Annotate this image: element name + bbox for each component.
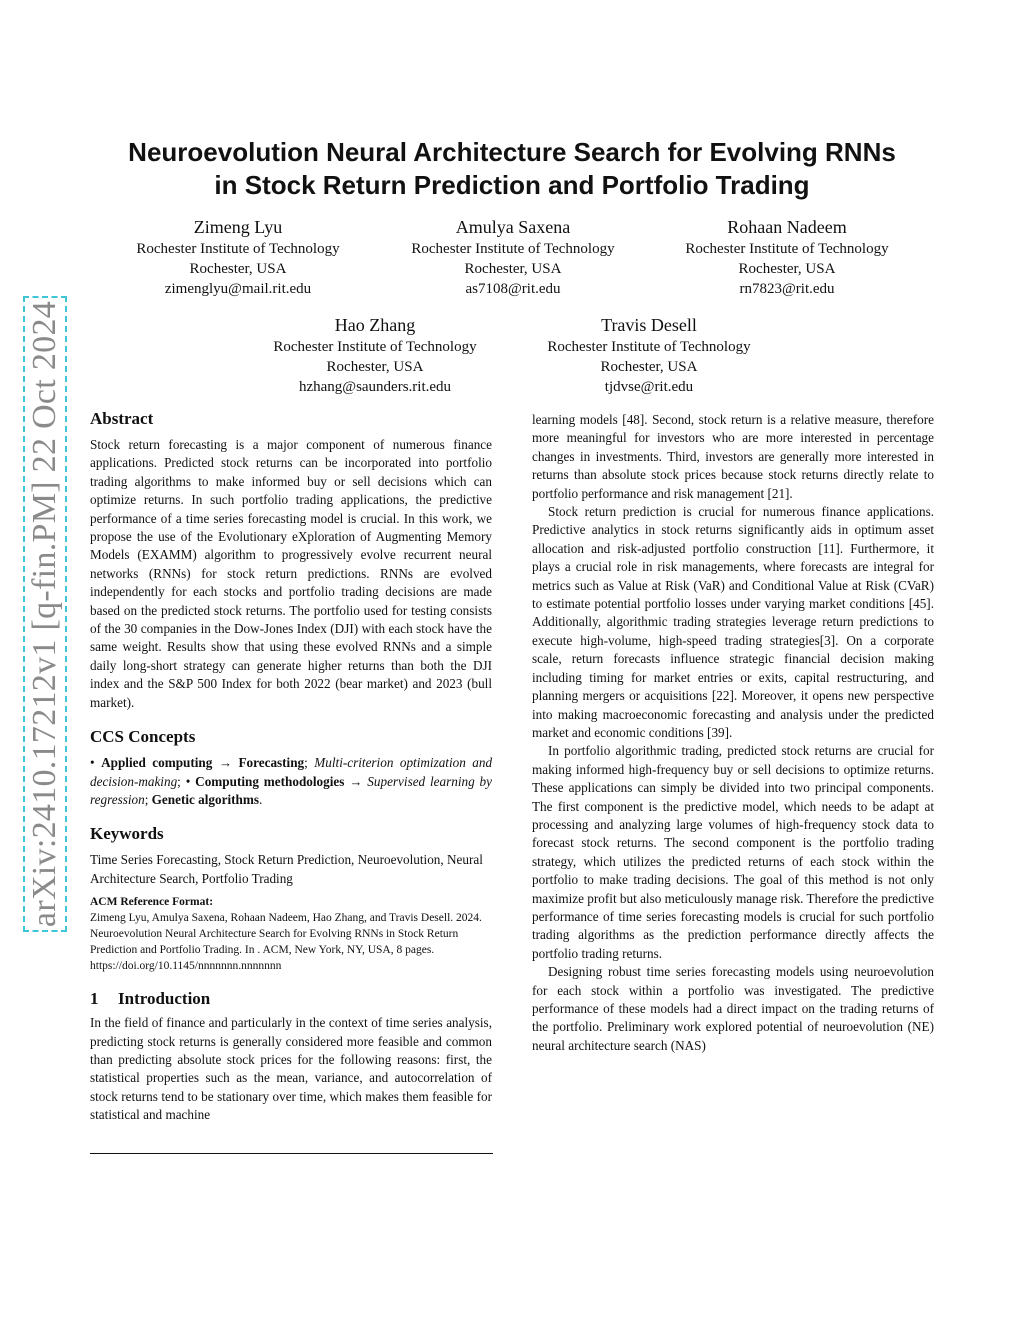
author-affiliation: Rochester Institute of Technology <box>411 241 615 257</box>
ccs-concepts: • Applied computing → Forecasting; Multi-criterion optimization and decision-making; • Computing methodologies → Supervised learning by regression; Genetic algorithms. <box>90 755 493 807</box>
ccs-bullet: • <box>90 755 95 771</box>
abstract-text: Stock return forecasting is a major component of numerous finance applications. Predicted stock returns can be incorporated into portfolio trading algorithms to make informed buy or sell decisions which can optimize returns. In such portfolio trading applications, the predictive performance of a time series forecasting model is crucial. In this work, we propose the use of the Evolutionary eXploration of Augmenting Memory Models (EXAMM) algorithm to progressively evolve recurrent neural networks (RNNs) for stock return predictions. RNNs are evolved independently for each stocks and portfolio trading decisions are made based on the predicted stock returns. The portfolio used for testing consists of the 30 companies in the Dow-Jones Index (DJI) with each stock have the same weight. Results show that using these evolved RNNs and a simple daily long-short strategy can generate higher returns than both the DJI index and the S&P 500 Index for both 2022 (bear market) and 2023 (bull market). <box>90 437 492 710</box>
author-name: Hao Zhang <box>334 315 416 335</box>
author-affiliation: Rochester Institute of Technology <box>685 241 889 257</box>
ccs-item-computing-methodologies: Computing methodologies <box>195 773 345 789</box>
author-block-1 <box>98 216 378 299</box>
author-name: Travis Desell <box>601 315 697 335</box>
author-location: Rochester, USA <box>189 261 287 277</box>
author-affiliation: Rochester Institute of Technology <box>273 339 477 355</box>
left-column <box>90 408 492 1125</box>
arrow-icon: → <box>349 773 363 789</box>
abstract-heading: Abstract <box>90 409 154 428</box>
paper-title <box>80 136 944 202</box>
body-paragraph: Designing robust time series forecasting models using neuroevolution for each stock within a portfolio was investigated. The predictive performance of these models had a direct impact on the trading returns of the portfolio. Preliminary work explored potential of neuroevolution (NE) neural architecture search (NAS) <box>532 964 934 1053</box>
author-email[interactable]: as7108@rit.edu <box>465 281 561 297</box>
ccs-heading: CCS Concepts <box>90 727 196 747</box>
author-name: Amulya Saxena <box>455 217 571 237</box>
keywords-heading: Keywords <box>90 824 164 844</box>
body-paragraph: learning models [48]. Second, stock return is a relative measure, therefore more meaningful for investors who are more interested in percentage changes in investments. Third, investors are generally more interested in returns than absolute stock prices because stock returns directly relate to portfolio performance and risk management [21]. <box>532 412 934 501</box>
author-location: Rochester, USA <box>464 261 562 277</box>
author-name: Zimeng Lyu <box>193 217 283 237</box>
author-location: Rochester, USA <box>600 359 698 375</box>
author-location: Rochester, USA <box>326 359 424 375</box>
arxiv-stamp[interactable]: arXiv:2410.17212v1 [q-fin.PM] 22 Oct 2024 <box>26 300 63 928</box>
acm-ref-text: Zimeng Lyu, Amulya Saxena, Rohaan Nadeem, Hao Zhang, and Travis Desell. 2024. Neuroevolution Neural Architecture Search for Evolving RNNs in Stock Return Prediction and Portfolio Trading. In . ACM, New York, NY, USA, 8 pages. https://doi.org/10.1145/nnnnnnn.nnnnnnn <box>90 912 482 973</box>
footnote-rule <box>90 1153 493 1154</box>
author-affiliation: Rochester Institute of Technology <box>136 241 340 257</box>
section-heading-introduction <box>90 988 492 1010</box>
intro-paragraph-1: In the field of finance and particularly in the context of time series analysis, predicting stock returns is generally considered more feasible and common than predicting absolute stock prices for the following reasons: first, the statistical properties such as the mean, variance, and autocorrelation of stock returns tend to be stationary over time, which makes them feasible for statistical and machine <box>90 1015 492 1123</box>
ccs-item-genetic-algorithms: Genetic algorithms <box>151 791 259 807</box>
section-title: Introduction <box>118 989 211 1009</box>
ccs-item-applied-computing: Applied computing <box>101 755 213 771</box>
author-email[interactable]: zimenglyu@mail.rit.edu <box>164 281 312 297</box>
title-line-1: Neuroevolution Neural Architecture Search for Evolving RNNs <box>128 137 896 167</box>
author-block-4 <box>235 314 515 397</box>
keywords-text: Time Series Forecasting, Stock Return Prediction, Neuroevolution, Neural Architecture Search, Portfolio Trading <box>90 852 483 886</box>
author-email[interactable]: rn7823@rit.edu <box>739 281 835 297</box>
right-column <box>532 411 934 1055</box>
author-block-2 <box>373 216 653 299</box>
section-number: 1 <box>90 989 99 1009</box>
ccs-bullet: ; • <box>177 773 191 789</box>
author-block-5 <box>509 314 789 397</box>
ccs-item-multi-criterion: Multi-criterion optimization and decision-making <box>90 755 493 789</box>
author-affiliation: Rochester Institute of Technology <box>547 339 751 355</box>
body-paragraph: Stock return prediction is crucial for numerous finance applications. Predictive analytics in stock returns significantly aids in optimum asset allocation and risk-adjusted portfolio construction [11]. Furthermore, it plays a crucial role in risk managements, where forecasts are integral for metrics such as Value at Risk (VaR) and Conditional Value at Risk (CVaR) to estimate potential portfolio losses under varying market conditions [45]. Additionally, algorithmic trading strategies leverage return predictions to execute high-volume, high-speed trading strategies[3]. On a corporate scale, return forecasts influence strategic financial decision making including timing for market entries or exits, capital restructuring, and planning mergers or acquisitions [22]. Moreover, it opens new perspective into making macroeconomic forecasting and analysis under the predicted market and economic conditions [39]. <box>532 504 934 740</box>
arrow-icon: → <box>218 755 232 771</box>
author-location: Rochester, USA <box>738 261 836 277</box>
author-email[interactable]: hzhang@saunders.rit.edu <box>298 379 452 395</box>
author-name: Rohaan Nadeem <box>727 217 847 237</box>
acm-ref-heading: ACM Reference Format: <box>90 896 214 909</box>
title-line-2: in Stock Return Prediction and Portfolio Trading <box>214 170 810 200</box>
ccs-item-forecasting: Forecasting <box>238 755 305 771</box>
ccs-item-supervised-learning: Supervised learning by regression <box>90 773 492 807</box>
body-paragraph: In portfolio algorithmic trading, predicted stock returns are crucial for making informed high-frequency buy or sell decisions to optimize returns. These applications can simply be divided into two principal components. The first component is the predictive model, which needs to be adapt at processing and analyzing large volumes of high-frequency stock data to forecast stock returns. The second component is the portfolio trading strategy, which utilizes the predicted returns of each stock within the portfolio to make trading decisions. The goal of this method is not only maximize profit but also meticulously manage risk. Therefore the predictive performance of time series forecasting models is crucial for such portfolio trading algorithms as the prediction performance directly affects the portfolio trading returns. <box>532 743 934 961</box>
author-block-3 <box>647 216 927 299</box>
author-email[interactable]: tjdvse@rit.edu <box>604 379 694 395</box>
